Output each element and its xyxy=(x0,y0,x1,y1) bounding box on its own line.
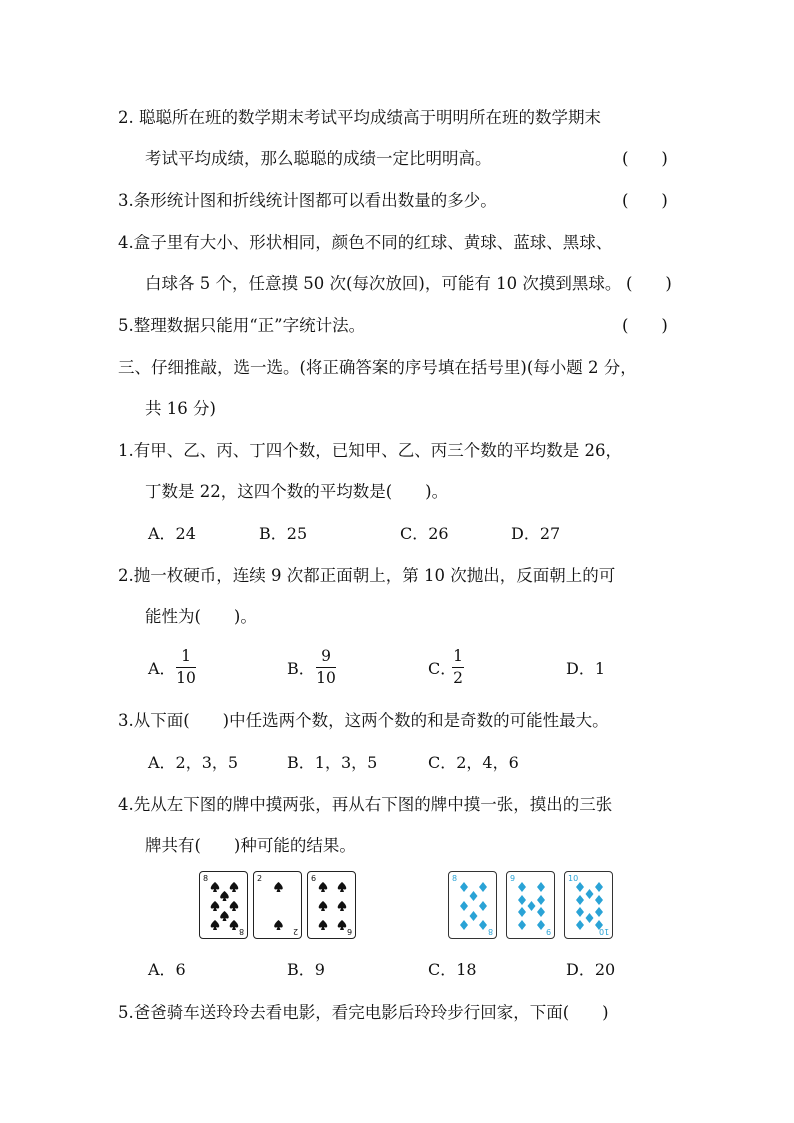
spade-pip xyxy=(211,920,220,930)
mc-q1-line2: 丁数是 22，这四个数的平均数是( )。 xyxy=(145,482,449,501)
spade-pip xyxy=(319,882,328,892)
tf-q3: 3.条形统计图和折线统计图都可以看出数量的多少。 xyxy=(118,191,497,210)
fraction-denominator: 10 xyxy=(316,669,336,687)
diamond-pips-icon xyxy=(515,881,548,931)
diamond-pip xyxy=(595,907,603,917)
diamond-pip xyxy=(576,907,584,917)
mc-q2-option-c-fraction[interactable] xyxy=(452,648,464,687)
spade-pip xyxy=(230,882,239,892)
playing-card-8-diamonds xyxy=(448,871,497,939)
mc-q4-line2: 牌共有( )种可能的结果。 xyxy=(145,836,356,855)
diamond-pip xyxy=(586,889,594,899)
fraction-numerator: 1 xyxy=(453,647,463,665)
spade-pip xyxy=(274,882,283,892)
diamond-pip xyxy=(586,913,594,923)
diamond-pip xyxy=(470,911,478,921)
mc-q2-option-b-label[interactable]: B． xyxy=(287,659,315,678)
diamond-pip xyxy=(460,920,468,930)
mc-q2-option-b-fraction[interactable] xyxy=(316,648,336,687)
card-rank: 9 xyxy=(510,874,516,883)
diamond-pips-icon xyxy=(573,881,606,931)
tf-q4-answer-blank[interactable]: ( ) xyxy=(626,274,672,293)
card-rank: 6 xyxy=(311,874,317,883)
playing-card-10-diamonds xyxy=(564,871,613,939)
mc-q4-option-d[interactable]: D．20 xyxy=(566,960,616,979)
fraction-bar xyxy=(176,667,196,668)
mc-q1-option-c[interactable]: C．26 xyxy=(400,524,449,543)
spade-pips-icon xyxy=(208,881,241,931)
spade-pip xyxy=(338,920,347,930)
mc-q1-option-b[interactable]: B．25 xyxy=(259,524,308,543)
fraction-numerator: 1 xyxy=(181,647,191,665)
spade-pip xyxy=(338,882,347,892)
spade-pip xyxy=(319,920,328,930)
tf-q5: 5.整理数据只能用“正”字统计法。 xyxy=(118,316,366,335)
spade-pip xyxy=(274,920,283,930)
diamond-pip xyxy=(537,882,545,892)
mc-q3-option-a[interactable]: A．2，3，5 xyxy=(148,753,239,772)
card-rank: 8 xyxy=(487,927,493,936)
mc-q1-line1: 1.有甲、乙、丙、丁四个数，已知甲、乙、丙三个数的平均数是 26， xyxy=(118,441,622,460)
playing-card-8-spades xyxy=(199,871,248,939)
playing-card-9-diamonds xyxy=(506,871,555,939)
mc-q2-option-a-fraction[interactable] xyxy=(176,648,196,687)
diamond-pip xyxy=(576,882,584,892)
mc-section-heading-line1: 三、仔细推敲，选一选。(将正确答案的序号填在括号里)(每小题 2 分， xyxy=(118,358,637,377)
card-rank: 6 xyxy=(346,927,352,936)
diamond-pip xyxy=(537,920,545,930)
mc-q2-option-d[interactable]: D．1 xyxy=(566,659,606,678)
diamond-pip xyxy=(470,891,478,901)
diamond-pip xyxy=(479,882,487,892)
tf-q4-line1: 4.盒子里有大小、形状相同，颜色不同的红球、黄球、蓝球、黑球、 xyxy=(118,233,613,252)
mc-q3-option-c[interactable]: C．2，4，6 xyxy=(428,753,519,772)
diamond-pip xyxy=(518,920,526,930)
card-rank: 10 xyxy=(568,874,579,883)
spade-pip xyxy=(211,882,220,892)
mc-q2-line2: 能性为( )。 xyxy=(145,607,257,626)
card-rank: 8 xyxy=(452,874,458,883)
mc-q3-option-b[interactable]: B．1，3，5 xyxy=(287,753,378,772)
mc-q3: 3.从下面( )中任选两个数，这两个数的和是奇数的可能性最大。 xyxy=(118,711,609,730)
mc-q2-line1: 2.抛一枚硬币，连续 9 次都正面朝上，第 10 次抛出，反面朝上的可 xyxy=(118,566,616,585)
fraction-numerator: 9 xyxy=(321,647,331,665)
spade-pip xyxy=(230,920,239,930)
diamond-pips-icon xyxy=(457,881,490,931)
mc-q1-option-d[interactable]: D．27 xyxy=(511,524,561,543)
diamond-pip xyxy=(576,895,584,905)
mc-q4-option-c[interactable]: C．18 xyxy=(428,960,477,979)
spade-pips-icon xyxy=(316,881,349,931)
card-rank: 2 xyxy=(292,927,298,936)
mc-q5: 5.爸爸骑车送玲玲去看电影，看完电影后玲玲步行回家，下面( ) xyxy=(118,1003,609,1022)
diamond-pip xyxy=(528,901,536,911)
diamond-pip xyxy=(460,901,468,911)
tf-q5-answer-blank[interactable]: ( ) xyxy=(622,316,668,335)
spade-pip xyxy=(338,901,347,911)
mc-q2-option-c-label[interactable]: C． xyxy=(428,659,457,678)
card-rank: 8 xyxy=(203,874,209,883)
diamond-pip xyxy=(595,882,603,892)
mc-q4-option-b[interactable]: B．9 xyxy=(287,960,325,979)
card-rank: 2 xyxy=(257,874,263,883)
mc-q1-option-a[interactable]: A．24 xyxy=(148,524,196,543)
mc-q2-option-a-label[interactable]: A． xyxy=(148,659,176,678)
diamond-pip xyxy=(537,895,545,905)
spade-pip xyxy=(319,901,328,911)
diamond-pip xyxy=(576,920,584,930)
diamond-pip xyxy=(479,901,487,911)
diamond-pip xyxy=(479,920,487,930)
spade-pip xyxy=(220,891,229,901)
spade-pip xyxy=(211,901,220,911)
card-rank: 9 xyxy=(545,927,551,936)
diamond-pip xyxy=(518,907,526,917)
mc-section-heading-line2: 共 16 分) xyxy=(145,399,216,418)
diamond-pip xyxy=(460,882,468,892)
tf-q2-line1: 2. 聪聪所在班的数学期末考试平均成绩高于明明所在班的数学期末 xyxy=(118,108,601,127)
diamond-pip xyxy=(518,895,526,905)
fraction-bar xyxy=(452,667,464,668)
diamond-pip xyxy=(595,895,603,905)
spade-pip xyxy=(230,901,239,911)
fraction-bar xyxy=(316,667,336,668)
tf-q4-line2: 白球各 5 个，任意摸 50 次(每次放回)，可能有 10 次摸到黑球。 xyxy=(145,274,622,293)
card-rank: 10 xyxy=(598,927,609,936)
tf-q2-answer-blank[interactable]: ( ) xyxy=(622,149,668,168)
diamond-pip xyxy=(537,907,545,917)
tf-q2-line2: 考试平均成绩，那么聪聪的成绩一定比明明高。 xyxy=(145,149,492,168)
fraction-denominator: 10 xyxy=(176,669,196,687)
diamond-pip xyxy=(518,882,526,892)
mc-q4-option-a[interactable]: A．6 xyxy=(148,960,186,979)
spade-pips-icon xyxy=(262,881,295,931)
tf-q3-answer-blank[interactable]: ( ) xyxy=(622,191,668,210)
fraction-denominator: 2 xyxy=(453,669,463,687)
playing-card-6-spades xyxy=(307,871,356,939)
card-rank: 8 xyxy=(238,927,244,936)
playing-card-2-spades xyxy=(253,871,302,939)
mc-q4-line1: 4.先从左下图的牌中摸两张，再从右下图的牌中摸一张，摸出的三张 xyxy=(118,795,613,814)
spade-pip xyxy=(220,911,229,921)
